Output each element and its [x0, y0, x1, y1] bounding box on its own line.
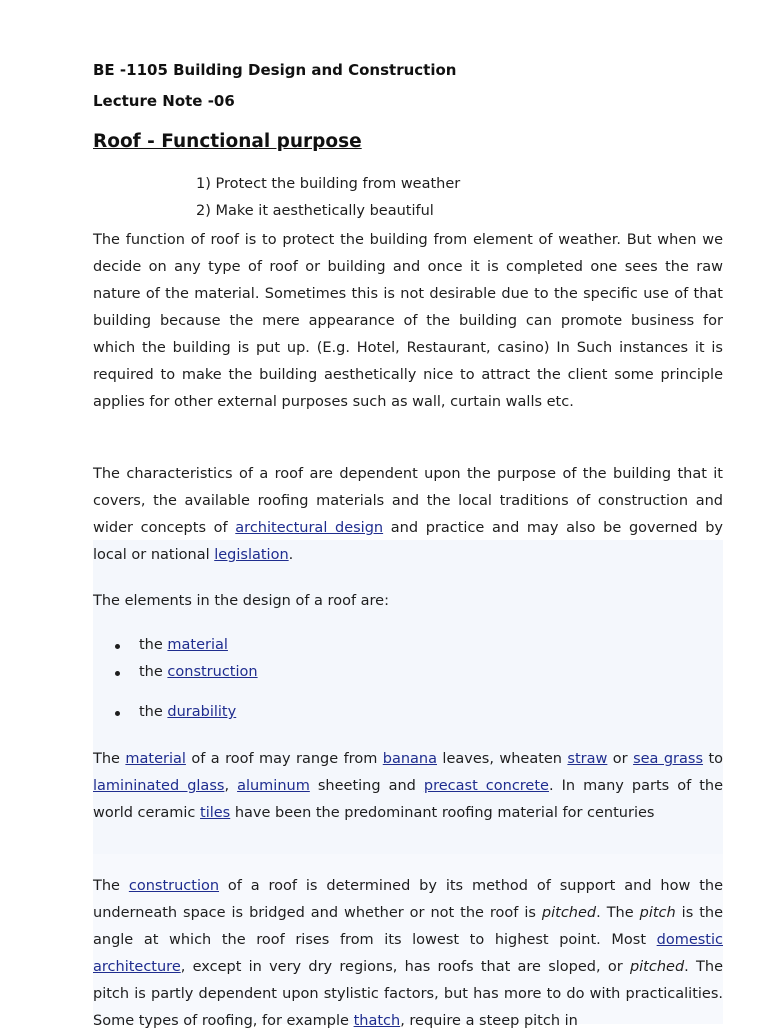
link-material[interactable]: material: [125, 751, 186, 767]
paragraph-roof-function: The function of roof is to protect the building from element of weather. But when we decide on any type of roof or building and once it is completed one sees the raw nature of the material. Sometimes this is not desirable due to the specific use of that building because the mere appearance of the building can promote business for which the building is put up. (E.g. Hotel, Restaurant, casino) In Such instances it is required to make the building aesthetically nice to attract the client some principle applies for other external purposes such as wall, curtain walls etc.: [93, 232, 723, 410]
link-construction[interactable]: construction: [167, 664, 258, 680]
link-material[interactable]: material: [167, 637, 228, 653]
link-laminated-glass[interactable]: lamininated glass: [93, 778, 225, 794]
link-precast-concrete[interactable]: precast concrete: [423, 778, 549, 794]
text: The: [93, 878, 129, 894]
text: . The: [596, 905, 640, 921]
text: The characteristics of a roof are dependent upon the purpose of the building that it covers, the available roofing materials and the local traditions of construction and wider concepts of: [93, 466, 723, 536]
link-banana[interactable]: banana: [382, 751, 437, 767]
course-title: BE -1105 Building Design and Construction: [93, 61, 457, 79]
purpose-item: 1) Protect the building from weather: [196, 176, 461, 192]
list-item: [93, 659, 723, 686]
text: , require a steep pitch in: [400, 1013, 578, 1029]
text: leaves, wheaten: [437, 751, 568, 767]
bullet-icon: [115, 711, 120, 716]
list-item: [93, 632, 723, 659]
text: , except in very dry regions, has roofs that are sloped, or: [180, 959, 630, 975]
paragraph-design-elements-intro: The elements in the design of a roof are:: [93, 593, 389, 609]
bullet-icon: [115, 644, 120, 649]
text: ,: [224, 778, 238, 794]
link-legislation[interactable]: legislation: [214, 547, 289, 563]
link-domestic-architecture[interactable]: domestic architecture: [93, 932, 723, 975]
emphasis-pitched: pitched: [541, 905, 597, 921]
purpose-item: 2) Make it aesthetically beautiful: [196, 203, 434, 219]
text: of a roof may range from: [185, 751, 383, 767]
link-thatch[interactable]: thatch: [353, 1013, 401, 1029]
link-sea-grass[interactable]: sea grass: [633, 751, 704, 767]
paragraph-roof-characteristics: [93, 461, 723, 569]
link-tiles[interactable]: tiles: [200, 805, 231, 821]
section-heading: Roof - Functional purpose: [93, 131, 362, 152]
text: sheeting and: [309, 778, 424, 794]
link-construction[interactable]: construction: [128, 878, 220, 894]
link-durability[interactable]: durability: [167, 704, 237, 720]
text: The: [93, 751, 126, 767]
text: to: [703, 751, 723, 767]
bullet-icon: [115, 671, 120, 676]
text: . In many parts of the world ceramic: [93, 778, 724, 821]
list-item: [93, 699, 723, 726]
text: the: [139, 664, 168, 680]
emphasis-pitch: pitch: [639, 905, 676, 921]
paragraph-roof-material: [93, 746, 723, 827]
text: the: [139, 637, 168, 653]
text: of a roof is determined by its method of support and how the underneath space is bridged and whether or not the roof is: [93, 878, 724, 921]
emphasis-pitched: pitched: [629, 959, 685, 975]
text: the: [139, 704, 168, 720]
link-straw[interactable]: straw: [567, 751, 608, 767]
link-aluminum[interactable]: aluminum: [237, 778, 310, 794]
lecture-number: Lecture Note -06: [93, 92, 235, 110]
text: and practice and may also be governed by local or national: [93, 520, 723, 563]
text: is the angle at which the roof rises from its lowest to highest point. Most: [93, 905, 724, 948]
text: have been the predominant roofing material for centuries: [230, 805, 655, 821]
text: . The pitch is partly dependent upon stylistic factors, but has more to do with practicalities. Some types of roofing, for example: [93, 959, 723, 1029]
paragraph-roof-construction: [93, 873, 723, 1035]
text: or: [607, 751, 634, 767]
link-architectural-design[interactable]: architectural design: [235, 520, 384, 536]
design-elements-list: [93, 632, 723, 726]
text: .: [288, 547, 294, 563]
